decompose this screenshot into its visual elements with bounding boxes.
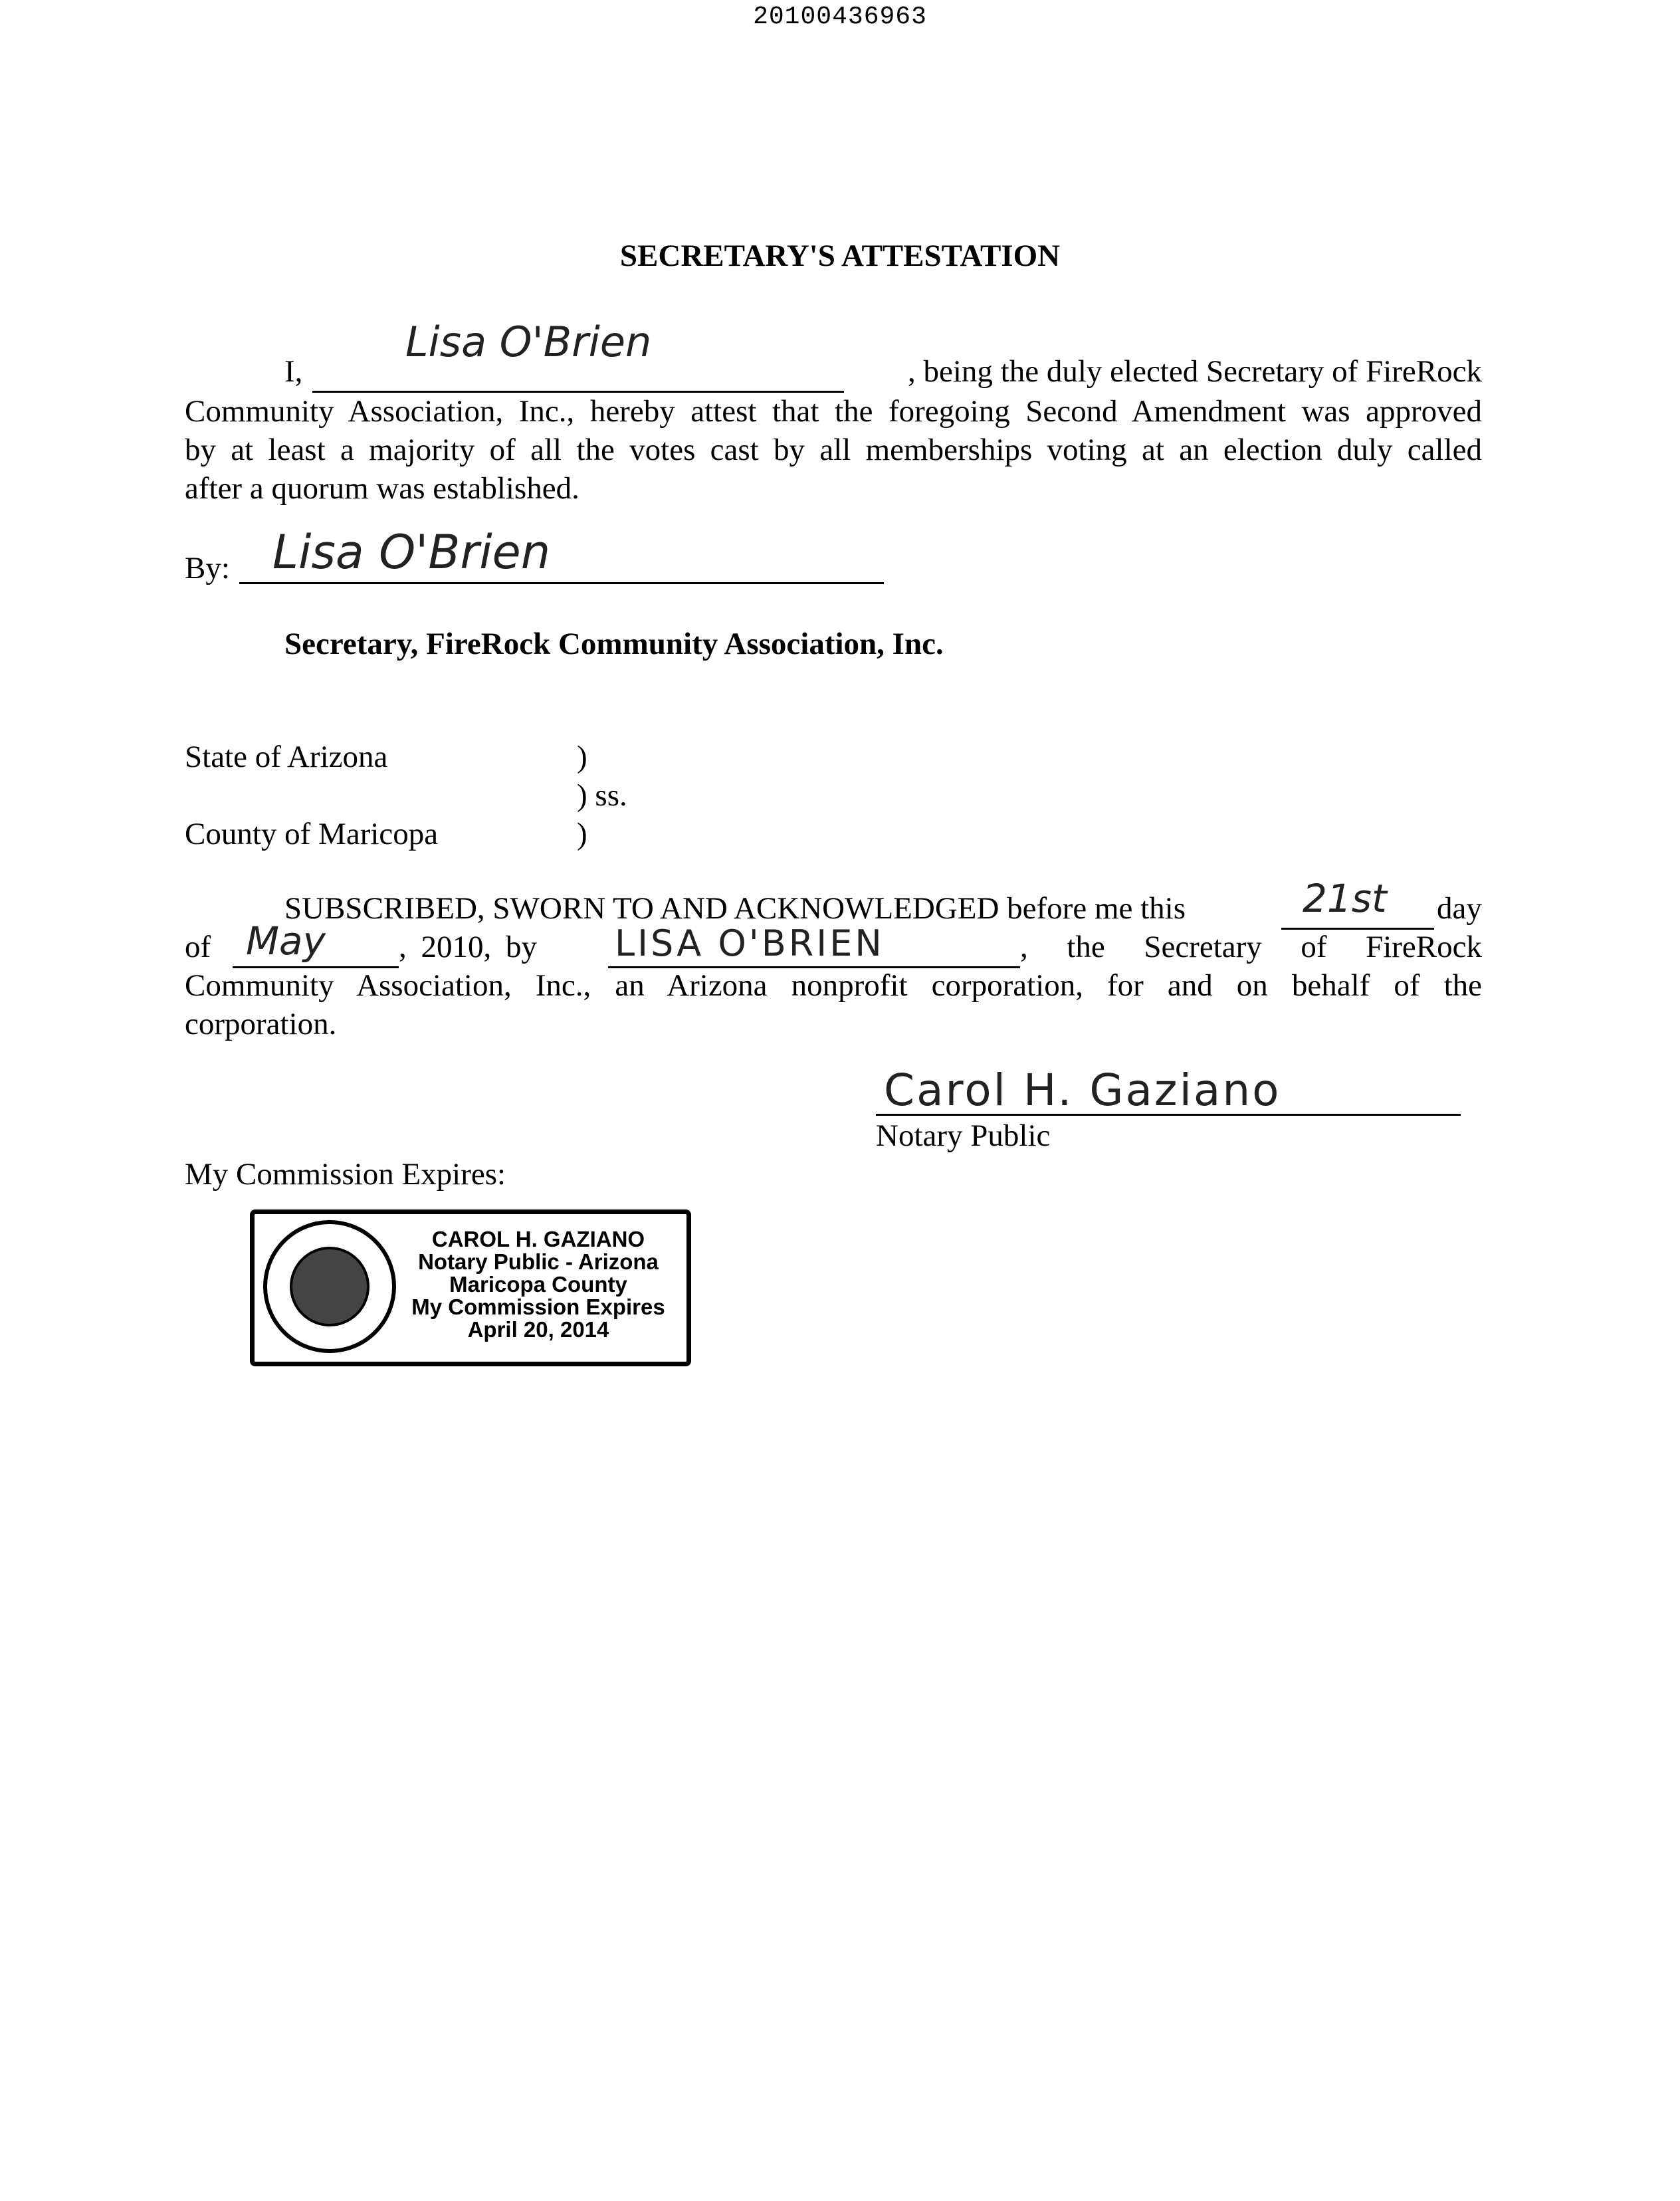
stamp-line-title: Notary Public - Arizona bbox=[418, 1249, 659, 1274]
venue-paren-1: ) bbox=[577, 740, 587, 774]
handwritten-secretary-name: Lisa O'Brien bbox=[405, 318, 652, 366]
page-title: SECRETARY'S ATTESTATION bbox=[619, 239, 1061, 273]
notary-public-label: Notary Public bbox=[876, 1118, 1051, 1153]
attest-line3: by at least a majority of all the votes cast by all memberships voting at an election duly called bbox=[185, 433, 1482, 467]
stamp-line-county: Maricopa County bbox=[449, 1272, 627, 1297]
document-number: 20100436963 bbox=[753, 3, 927, 31]
ack-line4: corporation. bbox=[185, 1007, 337, 1041]
commission-label: My Commission Expires: bbox=[185, 1157, 506, 1192]
ack-line1: SUBSCRIBED, SWORN TO AND ACKNOWLEDGED before me this bbox=[284, 891, 1186, 926]
attest-line1: , being the duly elected Secretary of FireRock bbox=[908, 354, 1482, 389]
notary-signature-line bbox=[876, 1114, 1461, 1116]
venue-paren-3: ) bbox=[577, 817, 587, 851]
handwritten-day: 21st bbox=[1303, 876, 1387, 921]
handwritten-month: May bbox=[246, 918, 326, 964]
ack-year: , 2010, by bbox=[399, 930, 537, 964]
of-label: of bbox=[185, 930, 211, 964]
ack-line3: Community Association, Inc., an Arizona nonprofit corporation, for and on behalf of the bbox=[185, 968, 1482, 1003]
secretary-signature: Lisa O'Brien bbox=[272, 525, 551, 579]
stamp-line-expires-label: My Commission Expires bbox=[411, 1295, 665, 1319]
stamp-text bbox=[399, 1228, 678, 1341]
secretary-caption: Secretary, FireRock Community Association, Inc. bbox=[284, 627, 944, 661]
ack-line2: , the Secretary of FireRock bbox=[1020, 930, 1482, 964]
state-seal-center bbox=[290, 1247, 369, 1326]
day-label: day bbox=[1437, 891, 1482, 926]
by-label: By: bbox=[185, 551, 230, 585]
notary-signature: Carol H. Gaziano bbox=[884, 1065, 1281, 1116]
attest-prefix: I, bbox=[284, 354, 303, 389]
stamp-line-expires-date: April 20, 2014 bbox=[467, 1317, 609, 1342]
by-signature-line bbox=[239, 582, 884, 584]
stamp-line-name: CAROL H. GAZIANO bbox=[431, 1227, 645, 1251]
venue-county: County of Maricopa bbox=[185, 817, 439, 851]
attest-line4: after a quorum was established. bbox=[185, 471, 579, 506]
venue-ss: ) ss. bbox=[577, 778, 627, 813]
handwritten-acknowledger-name: LISA O'BRIEN bbox=[615, 922, 885, 964]
venue-state: State of Arizona bbox=[185, 740, 388, 774]
attest-line2: Community Association, Inc., hereby attest that the foregoing Second Amendment was approved bbox=[185, 394, 1482, 429]
